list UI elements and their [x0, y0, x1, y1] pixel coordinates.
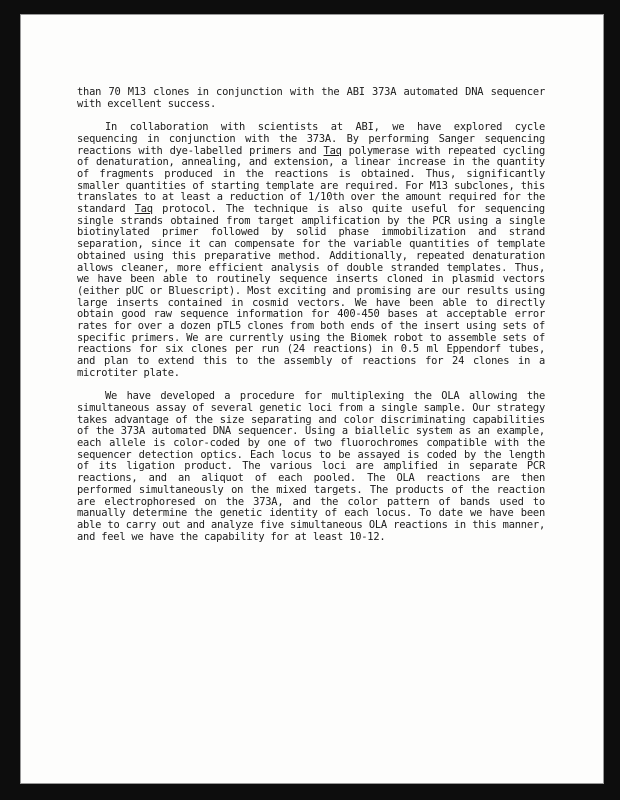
taq-underlined-term: Taq [134, 203, 153, 216]
paragraph-indent [77, 121, 105, 133]
body-text [77, 87, 545, 543]
paragraph-text: than 70 M13 clones in conjunction with the ABI 373A automated DNA sequencer with excellent success. [77, 86, 545, 110]
paragraph-ola-multiplexing [77, 391, 545, 543]
paragraph-continuation [77, 87, 545, 110]
paragraph-indent [77, 390, 105, 402]
paragraph-text-segment: protocol. The technique is also quite useful for sequencing single strands obtained from target amplification by the PCR using a single biotinylated primer followed by solid phase immobilization and strand separation, since it can compensate for the variable quantities of template obtained using this preparative method. Additionally, repeated denaturation allows cleaner, more efficient analysis of double stranded templates. Thus, we have been able to routinely sequence inserts cloned in plasmid vectors (either pUC or Bluescript). Most exciting and promising are our results using large inserts contained in cosmid vectors. We have been able to directly obtain good raw sequence information for 400-450 bases at acceptable error rates for over a dozen pTL5 clones from both ends of the insert using sets of specific primers. We are currently using the Biomek robot to assemble sets of reactions for six clones per run (24 reactions) in 0.5 ml Eppendorf tubes, and plan to extend this to the assembly of reactions for 24 clones in a microtiter plate. [77, 203, 545, 379]
taq-underlined-term: Taq [323, 144, 342, 157]
paragraph-text-segment: In collaboration with scientists at ABI, we have explored cycle sequencing in conjunction with the 373A. By performing Sanger sequencing reactions with dye-labelled primers and [77, 121, 545, 157]
paragraph-cycle-sequencing [77, 122, 545, 379]
paragraph-text-segment: polymerase with repeated cycling of denaturation, annealing, and extension, a linear increase in the quantity of fragments produced in the reactions is obtained. Thus, significantly smaller quantities of starting template are required. For M13 subclones, this translates to at least a reduction of 1/10th over the amount required for the standard [77, 144, 545, 216]
document-page [20, 14, 604, 784]
paragraph-text: We have developed a procedure for multiplexing the OLA allowing the simultaneous assay of several genetic loci from a single sample. Our strategy takes advantage of the size separating and color discriminating capabilities of the 373A automated DNA sequencer. Using a biallelic system as an example, each allele is color-coded by one of two fluorochromes compatible with the sequencer detection optics. Each locus to be assayed is coded by the length of its ligation product. The various loci are amplified in separate PCR reactions, and an aliquot of each pooled. The OLA reactions are then performed simultaneously on the mixed targets. The products of the reaction are electrophoresed on the 373A, and the color pattern of bands used to manually determine the genetic identity of each locus. To date we have been able to carry out and analyze five simultaneous OLA reactions in this manner, and feel we have the capability for at least 10-12. [77, 390, 545, 543]
